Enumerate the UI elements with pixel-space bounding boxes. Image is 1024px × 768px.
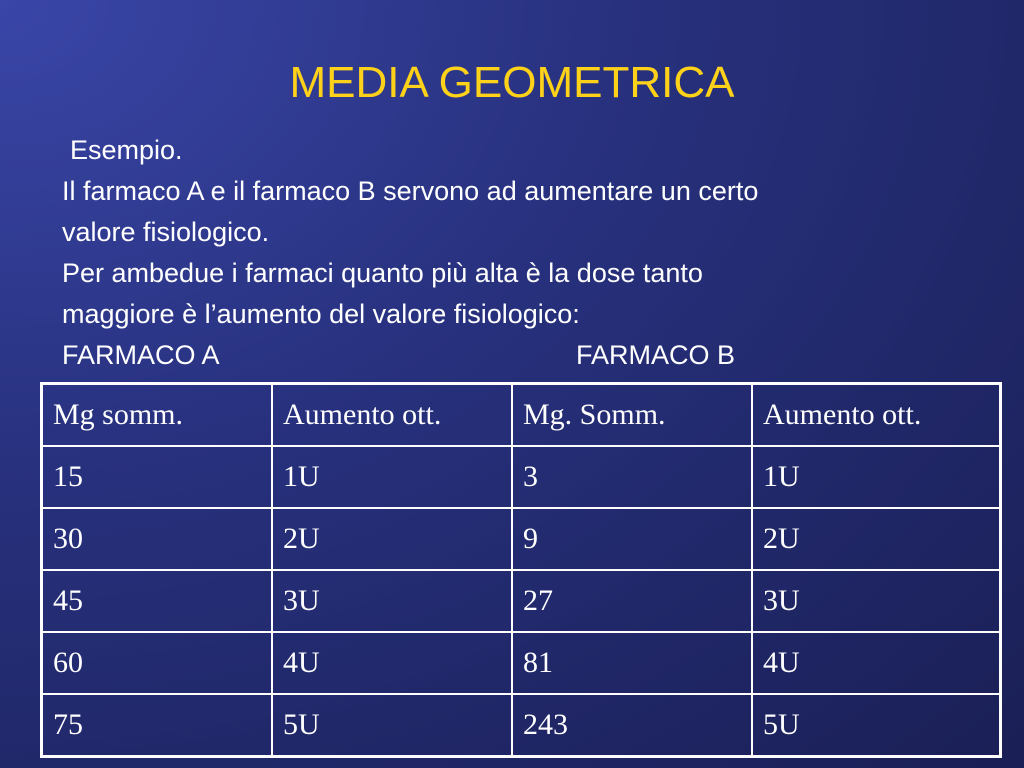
table-cell: 243 [512,694,752,757]
body-line-2: valore fisiologico. [62,217,270,247]
header-cell: Mg somm. [42,384,273,447]
table-cell: 30 [42,508,273,570]
table-cell: 75 [42,694,273,757]
table-cell: 3U [752,570,1001,632]
body-line-1: Il farmaco A e il farmaco B servono ad aumentare un certo [62,176,759,206]
table-cell: 5U [752,694,1001,757]
table-row [42,570,1001,632]
header-cell: Aumento ott. [752,384,1001,447]
table-row [42,508,1001,570]
table-cell: 60 [42,632,273,694]
table-cell: 4U [272,632,512,694]
table-cell: 1U [752,446,1001,508]
table-row [42,446,1001,508]
table-cell: 45 [42,570,273,632]
table-cell: 3U [272,570,512,632]
table-cell: 81 [512,632,752,694]
table-cell: 3 [512,446,752,508]
table-header-row [42,384,1001,447]
table-cell: 2U [272,508,512,570]
column-labels [62,335,1002,376]
body-line-3: Per ambedue i farmaci quanto più alta è la dose tanto [62,258,703,288]
table-cell: 15 [42,446,273,508]
slide-title: MEDIA GEOMETRICA [289,58,735,107]
table-cell: 27 [512,570,752,632]
table-cell: 9 [512,508,752,570]
label-farmaco-a: FARMACO A [62,340,220,370]
table-cell: 1U [272,446,512,508]
table-row [42,632,1001,694]
table-cell: 5U [272,694,512,757]
label-farmaco-b: FARMACO B [576,340,736,370]
table-cell: 2U [752,508,1001,570]
intro-text: Esempio. [70,135,183,165]
header-cell: Aumento ott. [272,384,512,447]
dose-response-table [40,382,1002,758]
header-cell: Mg. Somm. [512,384,752,447]
table-row [42,694,1001,757]
slide-body [62,130,1002,376]
body-line-4: maggiore è l’aumento del valore fisiologico: [62,299,580,329]
table-cell: 4U [752,632,1001,694]
